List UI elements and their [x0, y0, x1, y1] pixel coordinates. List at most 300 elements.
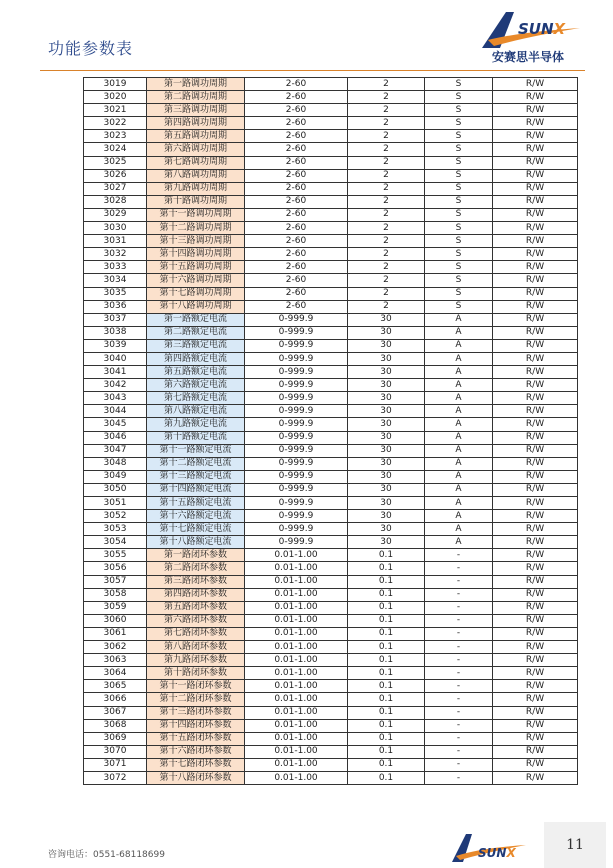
cell-name: 第四路闭环参数 [147, 588, 245, 601]
table-row [84, 510, 578, 523]
cell-address: 3043 [84, 392, 147, 405]
cell-name: 第二路额定电流 [147, 326, 245, 339]
cell-default: 2 [348, 261, 425, 274]
parameter-table-body [84, 78, 578, 785]
cell-name: 第十三路额定电流 [147, 470, 245, 483]
cell-address: 3032 [84, 248, 147, 261]
cell-unit: A [425, 457, 493, 470]
cell-unit: A [425, 470, 493, 483]
cell-address: 3064 [84, 667, 147, 680]
cell-unit: A [425, 497, 493, 510]
cell-address: 3070 [84, 745, 147, 758]
cell-range: 0-999.9 [245, 352, 348, 365]
cell-default: 2 [348, 300, 425, 313]
cell-access: R/W [493, 719, 578, 732]
cell-address: 3035 [84, 287, 147, 300]
cell-unit: - [425, 654, 493, 667]
cell-address: 3055 [84, 549, 147, 562]
cell-unit: - [425, 601, 493, 614]
cell-name: 第五路闭环参数 [147, 601, 245, 614]
cell-unit: - [425, 680, 493, 693]
cell-range: 2-60 [245, 195, 348, 208]
cell-range: 2-60 [245, 143, 348, 156]
cell-default: 0.1 [348, 601, 425, 614]
cell-unit: - [425, 641, 493, 654]
cell-default: 30 [348, 405, 425, 418]
cell-access: R/W [493, 313, 578, 326]
table-row [84, 156, 578, 169]
cell-range: 0-999.9 [245, 483, 348, 496]
cell-unit: A [425, 326, 493, 339]
cell-name: 第八路额定电流 [147, 405, 245, 418]
cell-unit: A [425, 352, 493, 365]
cell-address: 3042 [84, 379, 147, 392]
cell-range: 0.01-1.00 [245, 693, 348, 706]
cell-address: 3045 [84, 418, 147, 431]
cell-range: 0-999.9 [245, 444, 348, 457]
cell-default: 0.1 [348, 680, 425, 693]
cell-range: 0-999.9 [245, 366, 348, 379]
cell-range: 0-999.9 [245, 405, 348, 418]
cell-unit: - [425, 771, 493, 784]
table-row [84, 117, 578, 130]
cell-address: 3049 [84, 470, 147, 483]
cell-default: 0.1 [348, 693, 425, 706]
cell-unit: - [425, 588, 493, 601]
cell-access: R/W [493, 117, 578, 130]
cell-range: 0-999.9 [245, 339, 348, 352]
cell-unit: S [425, 91, 493, 104]
cell-range: 0.01-1.00 [245, 745, 348, 758]
cell-name: 第二路闭环参数 [147, 562, 245, 575]
cell-default: 0.1 [348, 745, 425, 758]
cell-access: R/W [493, 156, 578, 169]
page-number: 11 [544, 822, 606, 868]
table-row [84, 470, 578, 483]
logo-word: SUNX [518, 20, 566, 38]
cell-access: R/W [493, 392, 578, 405]
cell-address: 3054 [84, 536, 147, 549]
cell-address: 3050 [84, 483, 147, 496]
cell-name: 第十二路闭环参数 [147, 693, 245, 706]
cell-default: 30 [348, 352, 425, 365]
cell-default: 2 [348, 248, 425, 261]
cell-default: 2 [348, 208, 425, 221]
cell-range: 0-999.9 [245, 418, 348, 431]
cell-unit: A [425, 392, 493, 405]
cell-address: 3026 [84, 169, 147, 182]
cell-default: 30 [348, 431, 425, 444]
cell-access: R/W [493, 405, 578, 418]
cell-unit: S [425, 169, 493, 182]
cell-name: 第三路闭环参数 [147, 575, 245, 588]
cell-unit: S [425, 130, 493, 143]
table-row [84, 719, 578, 732]
cell-access: R/W [493, 169, 578, 182]
cell-range: 2-60 [245, 300, 348, 313]
cell-range: 2-60 [245, 78, 348, 91]
cell-unit: A [425, 313, 493, 326]
cell-name: 第三路额定电流 [147, 339, 245, 352]
cell-access: R/W [493, 745, 578, 758]
cell-access: R/W [493, 208, 578, 221]
cell-default: 2 [348, 235, 425, 248]
cell-address: 3061 [84, 627, 147, 640]
cell-access: R/W [493, 732, 578, 745]
cell-address: 3027 [84, 182, 147, 195]
table-row [84, 208, 578, 221]
cell-default: 2 [348, 143, 425, 156]
cell-unit: S [425, 104, 493, 117]
cell-range: 2-60 [245, 208, 348, 221]
cell-access: R/W [493, 248, 578, 261]
cell-name: 第一路闭环参数 [147, 549, 245, 562]
table-row [84, 627, 578, 640]
cell-access: R/W [493, 143, 578, 156]
cell-name: 第十七路额定电流 [147, 523, 245, 536]
cell-address: 3057 [84, 575, 147, 588]
cell-name: 第十五路额定电流 [147, 497, 245, 510]
cell-name: 第八路闭环参数 [147, 641, 245, 654]
cell-default: 2 [348, 156, 425, 169]
cell-default: 2 [348, 169, 425, 182]
cell-unit: A [425, 523, 493, 536]
cell-range: 0.01-1.00 [245, 732, 348, 745]
cell-address: 3033 [84, 261, 147, 274]
cell-access: R/W [493, 326, 578, 339]
cell-address: 3029 [84, 208, 147, 221]
cell-name: 第二路调功周期 [147, 91, 245, 104]
cell-default: 0.1 [348, 627, 425, 640]
cell-access: R/W [493, 536, 578, 549]
cell-range: 2-60 [245, 169, 348, 182]
cell-range: 0.01-1.00 [245, 758, 348, 771]
cell-address: 3058 [84, 588, 147, 601]
cell-range: 0.01-1.00 [245, 706, 348, 719]
cell-range: 0-999.9 [245, 510, 348, 523]
cell-range: 0-999.9 [245, 326, 348, 339]
cell-unit: - [425, 693, 493, 706]
cell-range: 2-60 [245, 156, 348, 169]
cell-name: 第十一路闭环参数 [147, 680, 245, 693]
cell-name: 第十八路调功周期 [147, 300, 245, 313]
cell-default: 30 [348, 313, 425, 326]
header-divider [40, 70, 585, 71]
cell-access: R/W [493, 104, 578, 117]
parameter-table [83, 77, 578, 785]
table-row [84, 91, 578, 104]
table-row [84, 274, 578, 287]
cell-unit: A [425, 366, 493, 379]
cell-name: 第十六路调功周期 [147, 274, 245, 287]
cell-unit: A [425, 444, 493, 457]
cell-range: 0.01-1.00 [245, 680, 348, 693]
cell-address: 3068 [84, 719, 147, 732]
cell-range: 0.01-1.00 [245, 549, 348, 562]
cell-unit: S [425, 156, 493, 169]
cell-access: R/W [493, 562, 578, 575]
cell-unit: S [425, 300, 493, 313]
table-row [84, 78, 578, 91]
cell-name: 第九路额定电流 [147, 418, 245, 431]
cell-range: 0-999.9 [245, 457, 348, 470]
cell-address: 3038 [84, 326, 147, 339]
cell-range: 0.01-1.00 [245, 654, 348, 667]
cell-name: 第十二路额定电流 [147, 457, 245, 470]
cell-access: R/W [493, 693, 578, 706]
cell-default: 30 [348, 326, 425, 339]
cell-access: R/W [493, 706, 578, 719]
cell-unit: - [425, 575, 493, 588]
cell-name: 第四路调功周期 [147, 117, 245, 130]
table-row [84, 654, 578, 667]
cell-access: R/W [493, 588, 578, 601]
table-row [84, 392, 578, 405]
cell-range: 0.01-1.00 [245, 588, 348, 601]
cell-name: 第十四路额定电流 [147, 483, 245, 496]
cell-name: 第十一路额定电流 [147, 444, 245, 457]
cell-default: 30 [348, 536, 425, 549]
cell-name: 第十三路闭环参数 [147, 706, 245, 719]
cell-access: R/W [493, 366, 578, 379]
cell-access: R/W [493, 418, 578, 431]
cell-range: 0-999.9 [245, 313, 348, 326]
table-row [84, 261, 578, 274]
cell-access: R/W [493, 614, 578, 627]
table-row [84, 405, 578, 418]
cell-unit: A [425, 379, 493, 392]
cell-unit: A [425, 536, 493, 549]
cell-access: R/W [493, 680, 578, 693]
cell-name: 第一路额定电流 [147, 313, 245, 326]
cell-default: 2 [348, 130, 425, 143]
cell-access: R/W [493, 130, 578, 143]
cell-default: 0.1 [348, 562, 425, 575]
cell-address: 3059 [84, 601, 147, 614]
cell-address: 3046 [84, 431, 147, 444]
cell-address: 3034 [84, 274, 147, 287]
cell-access: R/W [493, 497, 578, 510]
cell-address: 3060 [84, 614, 147, 627]
table-row [84, 339, 578, 352]
cell-range: 2-60 [245, 130, 348, 143]
cell-unit: S [425, 143, 493, 156]
cell-address: 3065 [84, 680, 147, 693]
table-row [84, 444, 578, 457]
cell-address: 3056 [84, 562, 147, 575]
cell-range: 2-60 [245, 261, 348, 274]
cell-default: 30 [348, 379, 425, 392]
cell-access: R/W [493, 261, 578, 274]
cell-access: R/W [493, 339, 578, 352]
cell-access: R/W [493, 91, 578, 104]
cell-unit: - [425, 562, 493, 575]
cell-access: R/W [493, 483, 578, 496]
table-row [84, 614, 578, 627]
cell-name: 第十二路调功周期 [147, 222, 245, 235]
cell-address: 3062 [84, 641, 147, 654]
cell-name: 第十六路额定电流 [147, 510, 245, 523]
table-row [84, 588, 578, 601]
cell-name: 第五路调功周期 [147, 130, 245, 143]
table-row [84, 667, 578, 680]
cell-name: 第九路调功周期 [147, 182, 245, 195]
cell-default: 30 [348, 339, 425, 352]
cell-range: 0-999.9 [245, 392, 348, 405]
cell-access: R/W [493, 287, 578, 300]
table-row [84, 601, 578, 614]
cell-default: 30 [348, 497, 425, 510]
table-row [84, 235, 578, 248]
cell-name: 第六路额定电流 [147, 379, 245, 392]
cell-default: 0.1 [348, 549, 425, 562]
cell-default: 30 [348, 418, 425, 431]
cell-name: 第十五路闭环参数 [147, 732, 245, 745]
table-row [84, 431, 578, 444]
cell-range: 0-999.9 [245, 523, 348, 536]
cell-default: 2 [348, 104, 425, 117]
table-row [84, 536, 578, 549]
cell-range: 2-60 [245, 248, 348, 261]
cell-range: 0-999.9 [245, 431, 348, 444]
cell-name: 第十四路闭环参数 [147, 719, 245, 732]
table-row [84, 523, 578, 536]
cell-access: R/W [493, 182, 578, 195]
cell-access: R/W [493, 300, 578, 313]
cell-unit: S [425, 261, 493, 274]
cell-access: R/W [493, 470, 578, 483]
cell-default: 0.1 [348, 719, 425, 732]
cell-access: R/W [493, 274, 578, 287]
logo-tagline: 安赛思半导体 [492, 50, 565, 64]
cell-range: 0-999.9 [245, 379, 348, 392]
cell-access: R/W [493, 510, 578, 523]
cell-address: 3069 [84, 732, 147, 745]
cell-name: 第十八路额定电流 [147, 536, 245, 549]
cell-name: 第九路闭环参数 [147, 654, 245, 667]
cell-default: 2 [348, 78, 425, 91]
cell-address: 3051 [84, 497, 147, 510]
cell-address: 3052 [84, 510, 147, 523]
cell-access: R/W [493, 575, 578, 588]
cell-range: 2-60 [245, 104, 348, 117]
cell-unit: A [425, 405, 493, 418]
cell-unit: A [425, 339, 493, 352]
cell-default: 30 [348, 392, 425, 405]
cell-default: 0.1 [348, 588, 425, 601]
cell-unit: - [425, 732, 493, 745]
cell-name: 第四路额定电流 [147, 352, 245, 365]
cell-access: R/W [493, 457, 578, 470]
cell-range: 2-60 [245, 287, 348, 300]
cell-address: 3066 [84, 693, 147, 706]
cell-default: 30 [348, 483, 425, 496]
table-row [84, 366, 578, 379]
cell-address: 3071 [84, 758, 147, 771]
cell-address: 3072 [84, 771, 147, 784]
cell-name: 第六路闭环参数 [147, 614, 245, 627]
table-row [84, 104, 578, 117]
cell-access: R/W [493, 627, 578, 640]
cell-range: 0-999.9 [245, 497, 348, 510]
table-row [84, 745, 578, 758]
cell-unit: S [425, 222, 493, 235]
cell-name: 第五路额定电流 [147, 366, 245, 379]
cell-default: 2 [348, 117, 425, 130]
table-row [84, 497, 578, 510]
cell-unit: A [425, 510, 493, 523]
cell-range: 0-999.9 [245, 536, 348, 549]
cell-access: R/W [493, 195, 578, 208]
cell-address: 3023 [84, 130, 147, 143]
table-row [84, 222, 578, 235]
cell-default: 30 [348, 523, 425, 536]
cell-name: 第十六路闭环参数 [147, 745, 245, 758]
cell-name: 第十路闭环参数 [147, 667, 245, 680]
cell-default: 0.1 [348, 614, 425, 627]
cell-address: 3044 [84, 405, 147, 418]
cell-address: 3025 [84, 156, 147, 169]
table-row [84, 143, 578, 156]
cell-unit: A [425, 431, 493, 444]
cell-range: 0.01-1.00 [245, 771, 348, 784]
cell-unit: - [425, 719, 493, 732]
cell-access: R/W [493, 549, 578, 562]
page-title: 功能参数表 [48, 39, 134, 58]
table-row [84, 182, 578, 195]
table-row [84, 706, 578, 719]
cell-address: 3024 [84, 143, 147, 156]
cell-name: 第六路调功周期 [147, 143, 245, 156]
cell-address: 3031 [84, 235, 147, 248]
cell-range: 0.01-1.00 [245, 614, 348, 627]
table-row [84, 313, 578, 326]
cell-range: 0.01-1.00 [245, 667, 348, 680]
cell-default: 0.1 [348, 654, 425, 667]
cell-default: 30 [348, 510, 425, 523]
cell-range: 2-60 [245, 222, 348, 235]
cell-address: 3039 [84, 339, 147, 352]
cell-unit: - [425, 745, 493, 758]
table-row [84, 287, 578, 300]
cell-name: 第七路闭环参数 [147, 627, 245, 640]
table-row [84, 771, 578, 784]
cell-address: 3053 [84, 523, 147, 536]
cell-address: 3041 [84, 366, 147, 379]
cell-access: R/W [493, 667, 578, 680]
cell-access: R/W [493, 444, 578, 457]
cell-unit: S [425, 117, 493, 130]
cell-range: 2-60 [245, 274, 348, 287]
cell-address: 3028 [84, 195, 147, 208]
cell-address: 3067 [84, 706, 147, 719]
cell-address: 3040 [84, 352, 147, 365]
cell-default: 0.1 [348, 641, 425, 654]
cell-address: 3047 [84, 444, 147, 457]
cell-default: 0.1 [348, 732, 425, 745]
cell-unit: S [425, 287, 493, 300]
table-row [84, 352, 578, 365]
cell-range: 2-60 [245, 117, 348, 130]
cell-access: R/W [493, 758, 578, 771]
cell-unit: A [425, 483, 493, 496]
table-row [84, 575, 578, 588]
cell-access: R/W [493, 523, 578, 536]
table-row [84, 130, 578, 143]
table-row [84, 680, 578, 693]
cell-default: 2 [348, 274, 425, 287]
cell-access: R/W [493, 641, 578, 654]
